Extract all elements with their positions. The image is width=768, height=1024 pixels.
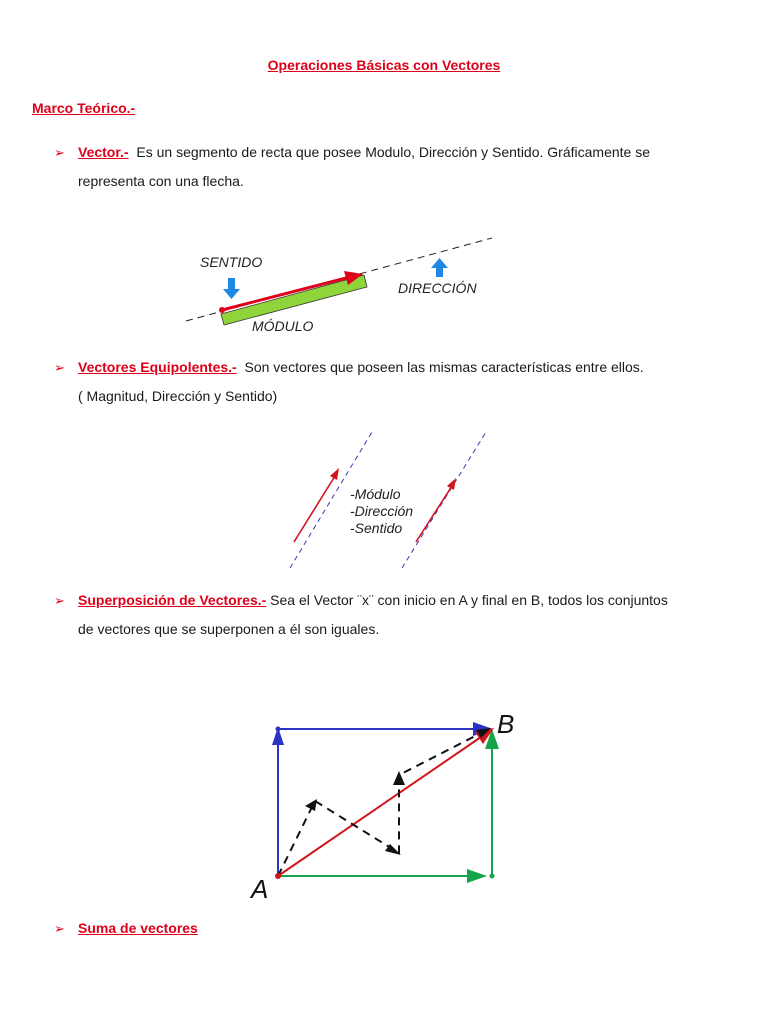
dashed-arrowhead	[393, 771, 405, 785]
bullet-arrow-icon: ➢	[54, 145, 65, 160]
bullet-arrow-icon: ➢	[54, 360, 65, 375]
blue-corner-dot	[276, 727, 281, 732]
label-direccion: DIRECCIÓN	[398, 280, 477, 296]
item-text-line2: ( Magnitud, Dirección y Sentido)	[78, 388, 278, 404]
bullet-arrow-icon: ➢	[54, 593, 65, 608]
item-text-line1: Sea el Vector ¨x¨ con inicio en A y final en B, todos los conjuntos	[270, 592, 668, 608]
vector-origin-dot	[219, 307, 225, 313]
vector-left	[294, 476, 335, 542]
label-sentido: -Sentido	[350, 520, 403, 536]
direction-line	[402, 432, 486, 568]
point-a-dot	[275, 873, 281, 879]
equipolent-vectors-diagram	[280, 430, 492, 572]
term-equipolentes: Vectores Equipolentes.-	[78, 359, 237, 375]
label-b: B	[497, 709, 515, 739]
label-modulo: -Módulo	[350, 486, 401, 502]
bullet-arrow-icon: ➢	[54, 921, 65, 936]
label-sentido: SENTIDO	[200, 254, 263, 270]
vector-right	[416, 486, 452, 542]
section-heading: Marco Teórico.-	[32, 100, 136, 116]
label-a: A	[251, 874, 269, 904]
arrowhead-left	[330, 468, 339, 480]
term-suma: Suma de vectores	[78, 920, 198, 936]
label-direccion: -Dirección	[350, 503, 414, 519]
list-item-equipolentes	[54, 353, 744, 382]
list-item-superposicion	[54, 586, 744, 615]
green-corner-dot	[490, 874, 495, 879]
item-text-line2: de vectores que se superponen a él son iguales.	[78, 621, 380, 637]
list-item-suma	[54, 914, 744, 943]
sentido-arrow-icon	[223, 278, 240, 299]
item-text-line1: Es un segmento de recta que posee Modulo, Dirección y Sentido. Gráficamente se	[136, 144, 650, 160]
list-item-vector	[54, 138, 744, 167]
vector-diagram	[180, 232, 500, 340]
green-arrowhead-right	[467, 869, 487, 883]
superposition-diagram	[245, 705, 525, 905]
arrowhead-right	[447, 478, 456, 490]
term-vector: Vector.-	[78, 144, 129, 160]
term-superposicion: Superposición de Vectores.-	[78, 592, 267, 608]
label-modulo: MÓDULO	[252, 318, 314, 334]
item-text-line2: representa con una flecha.	[78, 173, 244, 189]
direccion-arrow-icon	[431, 258, 448, 277]
item-text-line1: Son vectores que poseen las mismas características entre ellos.	[244, 359, 644, 375]
document-title: Operaciones Básicas con Vectores	[267, 57, 501, 73]
